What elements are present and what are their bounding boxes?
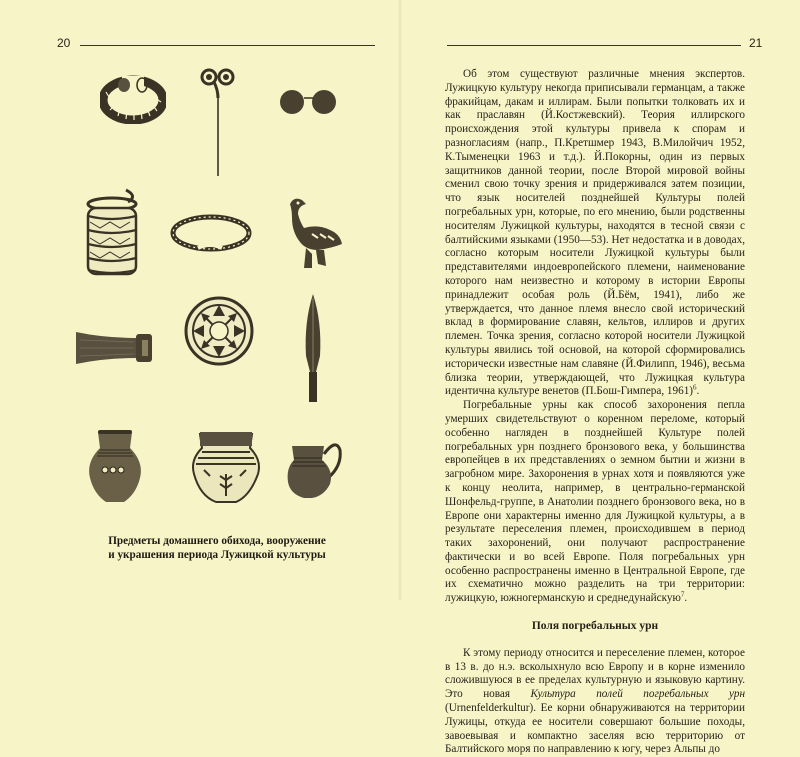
handled-jug-illustration <box>284 436 344 500</box>
spectacle-brooch-illustration <box>278 86 338 120</box>
section-heading: Поля погребальных урн <box>531 620 659 633</box>
bossed-urn-illustration <box>86 428 144 504</box>
footnote-marker-7: 7 <box>680 590 685 599</box>
spiral-armband-illustration <box>82 186 142 280</box>
twisted-torc-ring-illustration <box>168 210 254 256</box>
figure-caption-line-2: и украшения периода Лужицкой культуры <box>108 549 326 561</box>
left-page <box>0 0 398 600</box>
right-page <box>402 0 800 756</box>
spearhead-illustration <box>300 292 326 404</box>
footnote-marker-6: 6 <box>693 383 697 392</box>
spiral-head-pin-illustration <box>200 68 236 178</box>
paragraph-2: Погребальные урны как способ захоронения пепла умерших свидетельствуют о коренном переломе, который особенно нагляден в позднейшей Культуре полей погребальных урн позднего бронзового века, у большинства европейцев в их представлениях о земном бытии и жизни в загробном мире. Захоронения в урнах хотя и появляются уже к концу неолита, например, в центрально-германской Шонфельд-группе, в Анатолии позднего бронзового века, но в Европе они характерны именно для Лужицкой культуры, а в результате переселения племен, происходившем в период таких захоронений, они получают распространение фактически и во всей Европе. Поля погребальных урн особенно распространены именно в Центральной Европе, где их схематично можно разделить на три территории: лужицкую, южногерманскую и среднедунайскую$^7$. <box>445 399 745 605</box>
page-number-left: 20 <box>57 36 71 50</box>
header-rule-right <box>447 45 741 46</box>
paragraph-3: К этому периоду относится и переселение племен, которое в 13 в. до н.э. всколыхнуло всю Европу и в корне изменило сложившуюся в ее пределах культурную и языковую картину. Это новая Культура полей погребальных урн (Urnenfelderkultur). Ее корни обнаруживаются на территории Лужицы, откуда ее носители совершают большие походы, завоевывая и компактно заселяя всю территорию от Балтийского моря по направлению к югу, через Альпы до <box>445 646 745 756</box>
decorated-disc-phalera-illustration <box>184 296 254 366</box>
italic-term: Культура полей погребальных урн <box>530 688 745 701</box>
ribbed-bracelet-illustration <box>100 72 166 124</box>
body-text <box>445 68 745 757</box>
paragraph-1: Об этом существуют различные мнения экспертов. Лужицкую культуру некогда приписывали германцам, а также фракийцам, дакам и иллирам. Были попытки толковать их и как праславян (Й.Костжевский). Теория иллирского происхождения этой культуры привела к спорам и разногласиям (напр., П.Кретшмер 1943, В.Милойчич 1952, К.Тыменецки 1963 и т.д.). Й.Покорны, один из первых защитников данной теории, после Второй мировой войны сменил свою точку зрения и придерживался затем позиции, что язык носителей позднейшей Культуры полей погребальных урн, которые, по его мнению, были родственны носителям Лужицкой культуры, находятся в тесной связи с балтийскими языками (1950—53). Нет недостатка и в доводах, согласно которым носители Лужицкой культуры были представителями индоевропейского племени, наименование которого нам неизвестно и которому в истории Европы принадлежит особая роль (Й.Бём, 1941), либо же утверждается, что данное племя внесло свой исторический вклад в формирование славян, кельтов, иллиров и других племен. Точка зрения, согласно которой носители Лужицкой культуры явились той основой, на которой сформировались исторически известные нам славяне (Й.Филипп, 1946), весьма близка теории, утверждающей, что Лужицкая культура идентична культуре венетов (П.Бош-Гимпера, 1961)$^6$. <box>445 68 745 398</box>
figure-caption-line-1: Предметы домашнего обихода, вооружение <box>108 535 326 547</box>
figure-caption <box>92 534 342 562</box>
bird-figurine-illustration <box>284 194 344 274</box>
header-rule-left <box>80 45 375 46</box>
socketed-axe-illustration <box>74 328 156 368</box>
page-number-right: 21 <box>749 36 763 50</box>
wide-decorated-pot-illustration <box>190 430 262 504</box>
